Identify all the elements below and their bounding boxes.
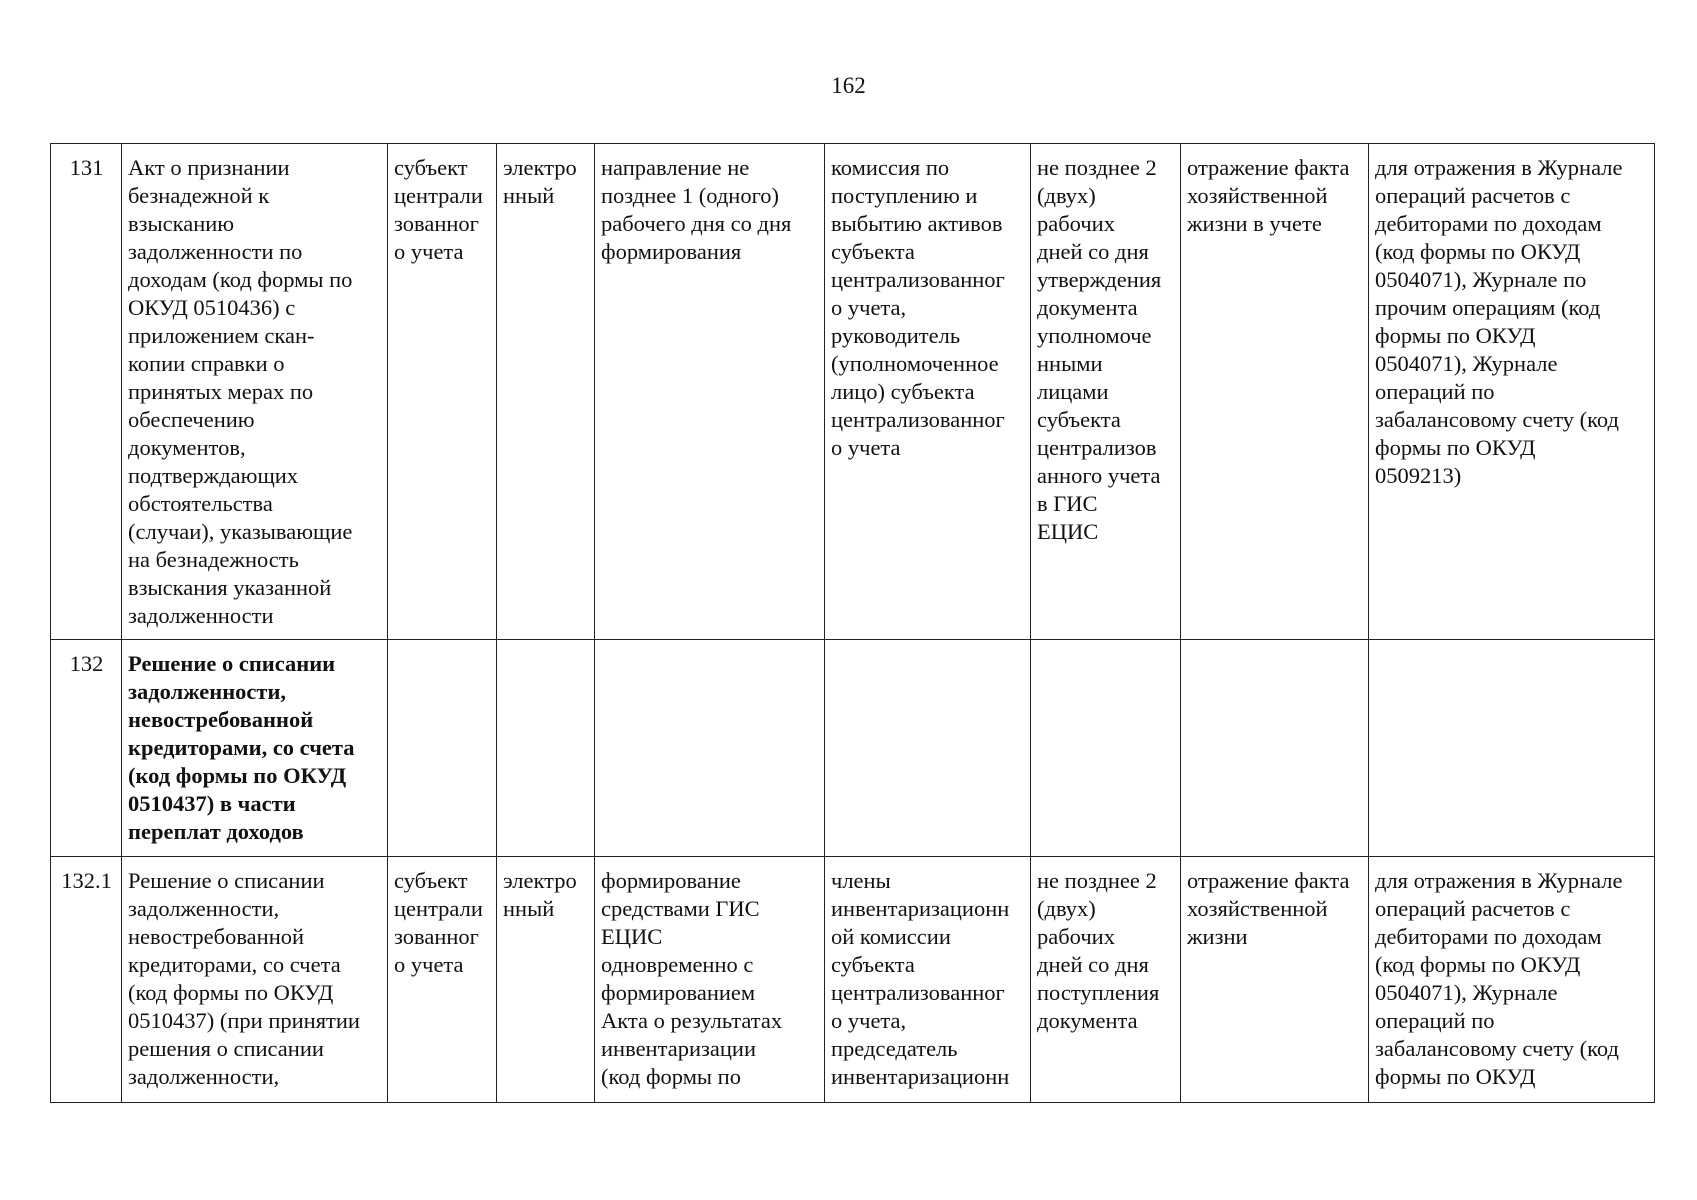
cell-text-line: взысканию xyxy=(128,211,235,236)
cell-text-line: 0504071), Журнале xyxy=(1375,980,1558,1005)
cell-text-line: формирование xyxy=(601,868,741,893)
cell-text-line: обеспечению xyxy=(128,407,255,432)
cell-text-line: одновременно с xyxy=(601,952,754,977)
cell-text-line: рабочих xyxy=(1037,211,1115,236)
deadline-cell xyxy=(595,640,825,857)
table-body xyxy=(51,144,1655,1103)
page-number: 162 xyxy=(831,73,866,98)
signer-cell xyxy=(825,144,1031,640)
cell-text-line: хозяйственной xyxy=(1187,183,1328,208)
cell-text-line: кредиторами, со счета xyxy=(128,735,355,760)
cell-text-line: централизованног xyxy=(831,980,1005,1005)
cell-text-line: принятых мерах по xyxy=(128,379,314,404)
cell-text-line: анного учета xyxy=(1037,463,1161,488)
document-name-cell xyxy=(122,640,388,857)
cell-text-line: о учета xyxy=(394,952,464,977)
document-name-cell xyxy=(122,144,388,640)
cell-text-line: руководитель xyxy=(831,323,961,348)
cell-text-line: (код формы по xyxy=(601,1064,741,1089)
cell-text-line: о учета xyxy=(831,435,901,460)
cell-text-line: 0504071), Журнале по xyxy=(1375,267,1587,292)
preparer-cell xyxy=(388,857,497,1103)
cell-text-line: субъекта xyxy=(831,239,915,264)
table-row xyxy=(51,144,1655,640)
cell-text-line: жизни xyxy=(1187,924,1248,949)
cell-text-line: уполномоче xyxy=(1037,323,1152,348)
cell-text-line: документа xyxy=(1037,295,1138,320)
cell-text-line: забалансовому счету (код xyxy=(1375,407,1619,432)
cell-text-line: формы по ОКУД xyxy=(1375,1064,1536,1089)
cell-text-line: направление не xyxy=(601,155,750,180)
deadline-cell xyxy=(595,857,825,1103)
cell-text-line: позднее 1 (одного) xyxy=(601,183,779,208)
document-name-cell xyxy=(122,857,388,1103)
cell-text-line: дней со дня xyxy=(1037,952,1149,977)
purpose-cell xyxy=(1181,144,1369,640)
cell-text-line: централизованног xyxy=(831,407,1005,432)
cell-text-line: утверждения xyxy=(1037,267,1162,292)
cell-text-line: для отражения в Журнале xyxy=(1375,155,1623,180)
cell-text-line: 0510437) (при принятии xyxy=(128,1008,360,1033)
cell-text-line: поступления xyxy=(1037,980,1160,1005)
purpose-cell xyxy=(1181,857,1369,1103)
cell-text-line: централизов xyxy=(1037,435,1157,460)
approval-cell xyxy=(1031,144,1181,640)
cell-text-line: отражение факта xyxy=(1187,155,1350,180)
cell-text-line: обстоятельства xyxy=(128,491,273,516)
cell-text-line: субъекта xyxy=(1037,407,1121,432)
format-cell xyxy=(497,144,595,640)
cell-text-line: документов, xyxy=(128,435,246,460)
cell-text-line: забалансовому счету (код xyxy=(1375,1036,1619,1061)
cell-text-line: члены xyxy=(831,868,891,893)
cell-text-line: операций расчетов с xyxy=(1375,896,1571,921)
registers-cell xyxy=(1369,857,1655,1103)
row-number-cell: 132 xyxy=(51,640,122,857)
cell-text-line: задолженности xyxy=(128,603,274,628)
registers-cell xyxy=(1369,144,1655,640)
format-cell xyxy=(497,640,595,857)
cell-text-line: кредиторами, со счета xyxy=(128,952,341,977)
cell-text-line: субъект xyxy=(394,155,468,180)
cell-text-line: формирования xyxy=(601,239,742,264)
cell-text-line: нный xyxy=(503,183,555,208)
cell-text-line: ой комиссии xyxy=(831,924,951,949)
cell-text-line: Акт о признании xyxy=(128,155,290,180)
cell-text-line: задолженности, xyxy=(128,1064,280,1089)
format-cell xyxy=(497,857,595,1103)
preparer-cell xyxy=(388,640,497,857)
cell-text-line: дебиторами по доходам xyxy=(1375,211,1602,236)
row-number-cell: 131 xyxy=(51,144,122,640)
cell-text-line: формы по ОКУД xyxy=(1375,323,1536,348)
cell-text-line: в ГИС xyxy=(1037,491,1098,516)
table-row xyxy=(51,857,1655,1103)
cell-text-line: на безнадежность xyxy=(128,547,299,572)
cell-text-line: (код формы по ОКУД xyxy=(128,980,334,1005)
cell-text-line: ЕЦИС xyxy=(1037,519,1099,544)
cell-text-line: формы по ОКУД xyxy=(1375,435,1536,460)
cell-text-line: Решение о списании xyxy=(128,868,325,893)
cell-text-line: формированием xyxy=(601,980,756,1005)
cell-text-line: (двух) xyxy=(1037,896,1096,921)
cell-text-line: председатель xyxy=(831,1036,958,1061)
cell-text-line: централизованног xyxy=(831,267,1005,292)
cell-text-line: невостребованной xyxy=(128,707,314,732)
approval-cell xyxy=(1031,640,1181,857)
cell-text-line: зованног xyxy=(394,924,479,949)
document-table xyxy=(50,143,1655,1103)
cell-text-line: невостребованной xyxy=(128,924,305,949)
cell-text-line: инвентаризационн xyxy=(831,896,1010,921)
cell-text-line: выбытию активов xyxy=(831,211,1003,236)
cell-text-line: нный xyxy=(503,896,555,921)
preparer-cell xyxy=(388,144,497,640)
cell-text-line: (случаи), указывающие xyxy=(128,519,353,544)
approval-cell xyxy=(1031,857,1181,1103)
cell-text-line: отражение факта xyxy=(1187,868,1350,893)
cell-text-line: документа xyxy=(1037,1008,1138,1033)
cell-text-line: лицами xyxy=(1037,379,1109,404)
cell-text-line: зованног xyxy=(394,211,479,236)
cell-text-line: централи xyxy=(394,896,483,921)
deadline-cell xyxy=(595,144,825,640)
cell-text-line: задолженности, xyxy=(128,679,287,704)
cell-text-line: задолженности по xyxy=(128,239,303,264)
cell-text-line: инвентаризации xyxy=(601,1036,756,1061)
cell-text-line: инвентаризационн xyxy=(831,1064,1010,1089)
cell-text-line: подтверждающих xyxy=(128,463,299,488)
cell-text-line: электро xyxy=(503,155,577,180)
cell-text-line: ЕЦИС xyxy=(601,924,663,949)
signer-cell xyxy=(825,640,1031,857)
cell-text-line: лицо) субъекта xyxy=(831,379,975,404)
cell-text-line: ОКУД 0510436) с xyxy=(128,295,296,320)
cell-text-line: рабочего дня со дня xyxy=(601,211,792,236)
cell-text-line: взыскания указанной xyxy=(128,575,332,600)
cell-text-line: (двух) xyxy=(1037,183,1096,208)
cell-text-line: поступлению и xyxy=(831,183,978,208)
cell-text-line: централи xyxy=(394,183,483,208)
cell-text-line: 0510437) в части xyxy=(128,791,296,816)
cell-text-line: (код формы по ОКУД xyxy=(1375,952,1581,977)
cell-text-line: операций по xyxy=(1375,1008,1495,1033)
cell-text-line: электро xyxy=(503,868,577,893)
cell-text-line: операций по xyxy=(1375,379,1495,404)
cell-text-line: прочим операциям (код xyxy=(1375,295,1601,320)
cell-text-line: о учета xyxy=(394,239,464,264)
cell-text-line: дней со дня xyxy=(1037,239,1149,264)
cell-text-line: субъекта xyxy=(831,952,915,977)
cell-text-line: переплат доходов xyxy=(128,819,304,844)
cell-text-line: Акта о результатах xyxy=(601,1008,783,1033)
cell-text-line: дебиторами по доходам xyxy=(1375,924,1602,949)
cell-text-line: жизни в учете xyxy=(1187,211,1322,236)
table-row xyxy=(51,640,1655,857)
cell-text-line: решения о списании xyxy=(128,1036,324,1061)
signer-cell xyxy=(825,857,1031,1103)
cell-text-line: безнадежной к xyxy=(128,183,270,208)
cell-text-line: (код формы по ОКУД xyxy=(128,763,347,788)
cell-text-line: субъект xyxy=(394,868,468,893)
purpose-cell xyxy=(1181,640,1369,857)
cell-text-line: средствами ГИС xyxy=(601,896,760,921)
cell-text-line: для отражения в Журнале xyxy=(1375,868,1623,893)
cell-text-line: (код формы по ОКУД xyxy=(1375,239,1581,264)
registers-cell xyxy=(1369,640,1655,857)
cell-text-line: рабочих xyxy=(1037,924,1115,949)
cell-text-line: доходам (код формы по xyxy=(128,267,353,292)
cell-text-line: операций расчетов с xyxy=(1375,183,1571,208)
cell-text-line: приложением скан- xyxy=(128,323,315,348)
cell-text-line: 0504071), Журнале xyxy=(1375,351,1558,376)
cell-text-line: о учета, xyxy=(831,1008,907,1033)
cell-text-line: Решение о списании xyxy=(128,651,336,676)
cell-text-line: не позднее 2 xyxy=(1037,868,1157,893)
cell-text-line: копии справки о xyxy=(128,351,285,376)
cell-text-line: задолженности, xyxy=(128,896,280,921)
row-number-cell: 132.1 xyxy=(51,857,122,1103)
cell-text-line: хозяйственной xyxy=(1187,896,1328,921)
cell-text-line: нными xyxy=(1037,351,1103,376)
cell-text-line: 0509213) xyxy=(1375,463,1462,488)
cell-text-line: о учета, xyxy=(831,295,907,320)
cell-text-line: не позднее 2 xyxy=(1037,155,1157,180)
cell-text-line: комиссия по xyxy=(831,155,950,180)
cell-text-line: (уполномоченное xyxy=(831,351,999,376)
